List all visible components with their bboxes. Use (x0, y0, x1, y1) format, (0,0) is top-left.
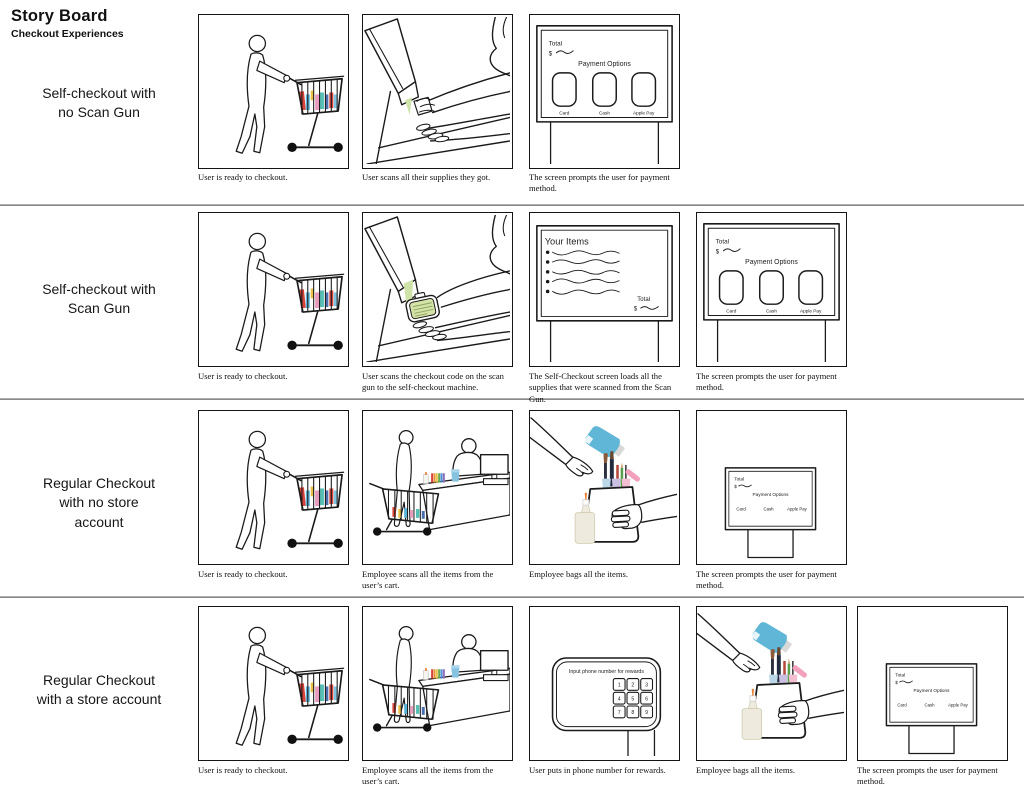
panel-bagging (529, 410, 680, 565)
cart-illustration (236, 35, 343, 153)
panel-caption: The screen prompts the user for payment method. (857, 765, 998, 787)
panel-your-items-screen (529, 212, 680, 367)
cart-illustration (236, 627, 343, 745)
panel-payment-screen (529, 14, 680, 169)
panel-payment-screen-small (857, 606, 1008, 761)
cart-illustration (236, 431, 343, 549)
panel-caption: The screen prompts the user for payment method. (696, 371, 837, 393)
panel-caption: Employee scans all the items from the user’s cart. (362, 765, 494, 787)
panel-caption: User is ready to checkout. (198, 569, 288, 579)
panel-cart (198, 410, 349, 565)
hand-scanning-illustration (365, 17, 510, 164)
panel-caption: Employee bags all the items. (696, 765, 796, 775)
panel-caption: User scans all their supplies they got. (362, 172, 491, 182)
page-title: Story Board (11, 7, 108, 25)
page-subtitle: Checkout Experiences (11, 28, 124, 40)
panel-caption: User scans the checkout code on the scan gun to the self-checkout machine. (362, 371, 504, 393)
panel-caption: The screen prompts the user for payment method. (529, 172, 670, 194)
payment-screen-illustration (704, 224, 839, 364)
row-label-regular-checkout-no-account: Regular Checkout with no store account (42, 475, 156, 530)
row-label-self-checkout-no-scan-gun: Self-checkout with no Scan Gun (42, 85, 156, 121)
cart-illustration (236, 233, 343, 351)
panel-caption: Employee bags all the items. (529, 569, 629, 579)
payment-screen-small-illustration (886, 664, 976, 754)
panel-caption: User puts in phone number for rewards. (529, 765, 666, 775)
panel-rewards-keypad (529, 606, 680, 761)
employee-register-illustration (370, 431, 510, 536)
row-divider (0, 398, 1024, 400)
panel-register (362, 606, 513, 761)
bagging-items-illustration (697, 614, 844, 739)
row-label-self-checkout-scan-gun: Self-checkout with Scan Gun (42, 281, 156, 317)
scan-gun-illustration (365, 215, 510, 362)
panel-payment-screen (696, 212, 847, 367)
panel-bagging (696, 606, 847, 761)
panel-caption: User is ready to checkout. (198, 765, 288, 775)
panel-cart (198, 212, 349, 367)
employee-register-illustration (370, 627, 510, 732)
bagging-items-illustration (530, 418, 677, 543)
payment-screen-small-illustration (725, 468, 815, 558)
row-divider (0, 596, 1024, 598)
panel-scan-gun (362, 212, 513, 367)
panel-cart (198, 606, 349, 761)
panel-register (362, 410, 513, 565)
your-items-screen-illustration (537, 226, 672, 364)
row-divider (0, 204, 1024, 206)
panel-caption: User is ready to checkout. (198, 172, 288, 182)
panel-caption: Employee scans all the items from the user’s cart. (362, 569, 494, 591)
payment-screen-illustration (537, 26, 672, 166)
panel-hand-scan (362, 14, 513, 169)
panel-caption: The screen prompts the user for payment method. (696, 569, 837, 591)
panel-caption: The Self-Checkout screen loads all the supplies that were scanned from the Scan Gun. (529, 371, 672, 404)
panel-cart (198, 14, 349, 169)
row-label-regular-checkout-account: Regular Checkout with a store account (36, 672, 162, 708)
panel-caption: User is ready to checkout. (198, 371, 288, 381)
rewards-keypad-illustration (553, 658, 661, 758)
panel-payment-screen-small (696, 410, 847, 565)
